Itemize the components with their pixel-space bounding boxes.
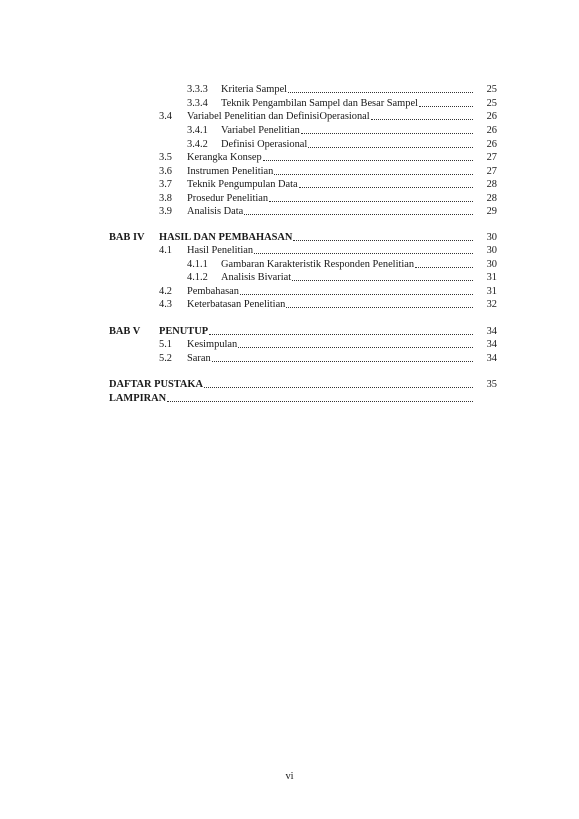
toc-row (0, 178, 579, 191)
toc-row (0, 165, 579, 178)
toc-title: Variabel Penelitian (221, 125, 300, 136)
toc-title: Definisi Operasional (221, 139, 308, 150)
toc-number: 3.3.3 (187, 84, 208, 95)
dot-leader (240, 294, 473, 295)
toc-row (0, 271, 579, 284)
dot-leader (212, 361, 473, 362)
toc-entry[interactable] (187, 165, 474, 178)
chapter-label: BAB IV (109, 232, 145, 243)
toc-entry[interactable] (187, 298, 474, 311)
toc-number: 3.9 (159, 206, 172, 217)
toc-row (0, 205, 579, 218)
toc-number: 3.7 (159, 179, 172, 190)
toc-title: Kerangka Konsep (187, 152, 262, 163)
toc-title: Kriteria Sampel (221, 84, 288, 95)
toc-entry[interactable] (187, 151, 474, 164)
toc-row (0, 258, 579, 271)
toc-title: Teknik Pengambilan Sampel dan Besar Sampel (221, 98, 418, 109)
toc-number: 3.3.4 (187, 98, 208, 109)
dot-leader (269, 201, 473, 202)
toc-page: 30 (486, 232, 497, 243)
chapter-label: BAB V (109, 326, 141, 337)
toc-title: LAMPIRAN (109, 393, 167, 404)
toc-entry[interactable] (221, 124, 474, 137)
toc-row (0, 124, 579, 137)
toc-title: PENUTUP (159, 326, 209, 337)
toc-title: Prosedur Penelitian (187, 193, 269, 204)
toc-number: 5.1 (159, 339, 172, 350)
toc-page: 26 (486, 111, 497, 122)
toc-title: Analisis Bivariat (221, 272, 292, 283)
toc-chapter-row (0, 378, 579, 391)
toc-page: 34 (486, 339, 497, 350)
dot-leader (254, 253, 473, 254)
toc-number: 4.2 (159, 286, 172, 297)
dot-leader (308, 147, 473, 148)
toc-row (0, 244, 579, 257)
toc-entry[interactable] (187, 110, 474, 123)
toc-number: 3.5 (159, 152, 172, 163)
toc-page: 35 (486, 379, 497, 390)
toc-number: 3.6 (159, 166, 172, 177)
toc-row (0, 352, 579, 365)
toc-entry[interactable] (221, 83, 474, 96)
dot-leader (288, 92, 473, 93)
toc-entry[interactable] (187, 285, 474, 298)
dot-leader (238, 347, 473, 348)
toc-title: HASIL DAN PEMBAHASAN (159, 232, 293, 243)
toc-page: 28 (486, 179, 497, 190)
dot-leader (274, 174, 473, 175)
toc-page: 27 (486, 152, 497, 163)
toc-number: 3.4.2 (187, 139, 208, 150)
page-number: vi (285, 771, 294, 782)
toc-entry[interactable] (221, 258, 474, 271)
toc-title: Hasil Penelitian (187, 245, 254, 256)
toc-page: 26 (486, 125, 497, 136)
toc-entry[interactable] (159, 231, 474, 244)
toc-page: 25 (486, 98, 497, 109)
toc-entry[interactable] (187, 192, 474, 205)
toc-page: 34 (486, 353, 497, 364)
toc-title: Teknik Pengumpulan Data (187, 179, 298, 190)
toc-entry[interactable] (187, 338, 474, 351)
dot-leader (419, 106, 473, 107)
toc-title: Gambaran Karakteristik Responden Penelitian (221, 259, 415, 270)
toc-title: Variabel Penelitian dan DefinisiOperasional (187, 111, 370, 122)
toc-number: 4.1 (159, 245, 172, 256)
dot-leader (415, 267, 473, 268)
toc-page: 28 (486, 193, 497, 204)
toc-entry[interactable] (109, 392, 474, 405)
dot-leader (244, 214, 473, 215)
toc-page: 30 (486, 245, 497, 256)
toc-title: Pembahasan (187, 286, 239, 297)
toc-title: Keterbatasan Penelitian (187, 299, 286, 310)
toc-title: Kesimpulan (187, 339, 238, 350)
toc-entry[interactable] (187, 178, 474, 191)
toc-entry[interactable] (221, 271, 474, 284)
toc-page: 31 (486, 286, 497, 297)
toc-entry[interactable] (159, 325, 474, 338)
toc-number: 4.3 (159, 299, 172, 310)
toc-chapter-row (0, 231, 579, 244)
toc-title: DAFTAR PUSTAKA (109, 379, 203, 390)
toc-entry[interactable] (187, 205, 474, 218)
toc-entry[interactable] (221, 97, 474, 110)
toc-number: 5.2 (159, 353, 172, 364)
toc-page: 27 (486, 166, 497, 177)
toc-row (0, 151, 579, 164)
toc-page: 26 (486, 139, 497, 150)
toc-page: 25 (486, 84, 497, 95)
toc-entry[interactable] (187, 244, 474, 257)
dot-leader (371, 119, 473, 120)
dot-leader (286, 307, 473, 308)
toc-title: Analisis Data (187, 206, 244, 217)
toc-row (0, 298, 579, 311)
toc-row (0, 285, 579, 298)
dot-leader (293, 240, 473, 241)
toc-title: Saran (187, 353, 211, 364)
toc-number: 3.4.1 (187, 125, 208, 136)
toc-page: 32 (486, 299, 497, 310)
toc-number: 3.8 (159, 193, 172, 204)
toc-page: 31 (486, 272, 497, 283)
toc-row (0, 97, 579, 110)
dot-leader (167, 401, 473, 402)
toc-number: 4.1.1 (187, 259, 208, 270)
toc-row (0, 192, 579, 205)
toc-chapter-row (0, 325, 579, 338)
toc-row (0, 138, 579, 151)
toc-chapter-row (0, 392, 579, 405)
dot-leader (301, 133, 473, 134)
toc-number: 3.4 (159, 111, 172, 122)
dot-leader (204, 387, 473, 388)
toc-page: 34 (486, 326, 497, 337)
toc-row (0, 110, 579, 123)
dot-leader (209, 334, 473, 335)
toc-row (0, 338, 579, 351)
toc-row (0, 83, 579, 96)
dot-leader (263, 160, 473, 161)
toc-entry[interactable] (221, 138, 474, 151)
toc-entry[interactable] (109, 378, 474, 391)
toc-number: 4.1.2 (187, 272, 208, 283)
toc-title: Instrumen Penelitian (187, 166, 274, 177)
toc-entry[interactable] (187, 352, 474, 365)
toc-page: 29 (486, 206, 497, 217)
dot-leader (292, 280, 473, 281)
toc-page: 30 (486, 259, 497, 270)
dot-leader (299, 187, 473, 188)
